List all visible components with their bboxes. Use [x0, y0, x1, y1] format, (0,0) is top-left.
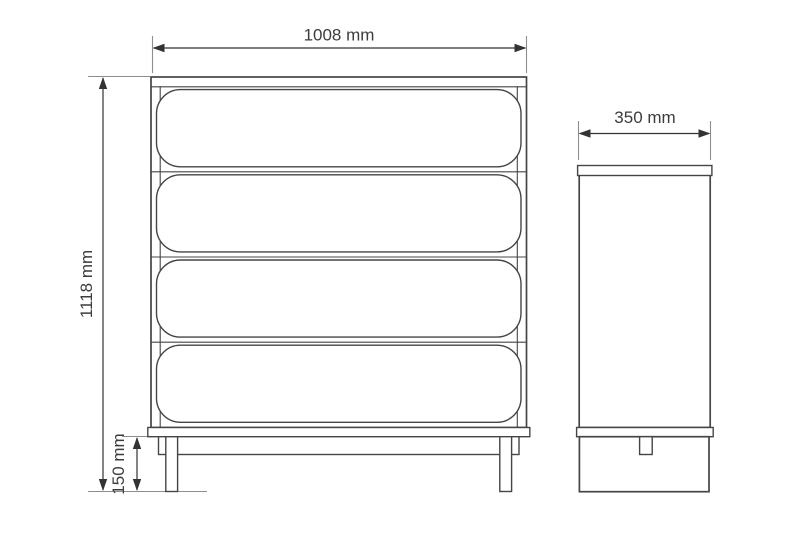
side-top-panel	[578, 166, 712, 176]
front-view	[77, 26, 530, 495]
width-dimension	[153, 26, 527, 74]
width-dimension-label: 1008 mm	[303, 25, 375, 45]
side-carcass-outline	[579, 166, 710, 428]
side-bottom-panel	[577, 428, 714, 437]
drawer-front-2	[157, 175, 522, 252]
side-leg-tab	[640, 437, 653, 455]
left-leg	[166, 437, 178, 492]
width-arrowhead-right	[515, 44, 527, 52]
depth-arrowhead-left	[579, 129, 591, 137]
depth-dimension-label: 350 mm	[614, 108, 676, 127]
leg-height-dimension	[109, 433, 162, 494]
base-rail	[159, 437, 520, 455]
height-arrowhead-top	[99, 77, 107, 89]
side-view	[577, 108, 714, 492]
height-dimension-label: 1118 mm	[77, 249, 96, 319]
drawer-front-1	[157, 90, 522, 167]
width-arrowhead-left	[153, 44, 165, 52]
leg-height-dimension-label: 150 mm	[109, 433, 128, 495]
depth-arrowhead-right	[699, 129, 711, 137]
drawer-front-3	[157, 260, 522, 337]
drawer-front-4	[157, 345, 522, 422]
bottom-panel	[148, 428, 530, 437]
height-arrowhead-bottom	[99, 479, 107, 491]
leg-height-arrowhead-top	[133, 437, 141, 449]
leg-height-arrowhead-bottom	[133, 479, 141, 491]
right-leg	[500, 437, 512, 492]
depth-dimension	[579, 108, 711, 160]
